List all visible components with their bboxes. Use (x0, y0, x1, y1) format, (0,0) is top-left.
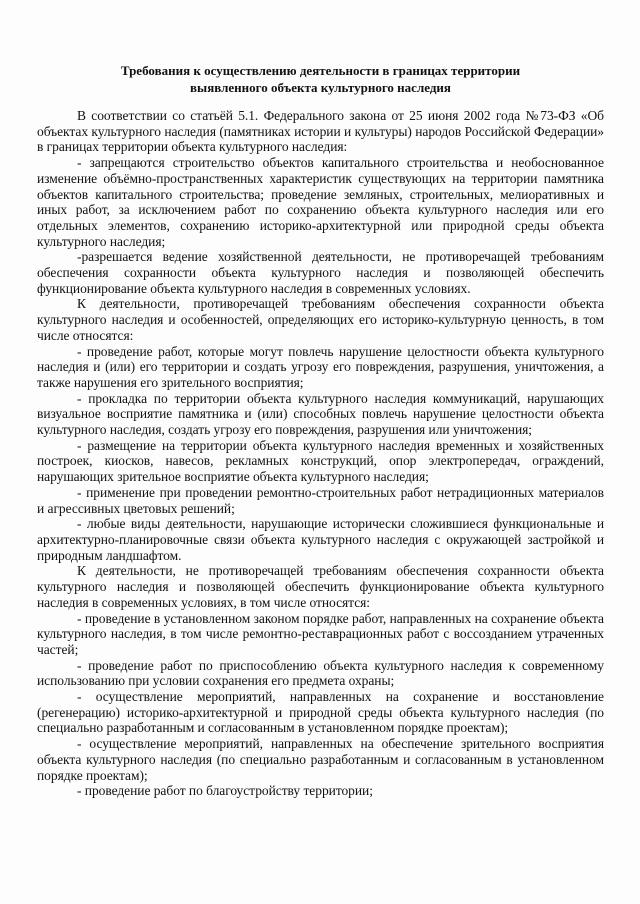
title-line-2: выявленного объекта культурного наследия (190, 80, 451, 95)
document-title (37, 62, 604, 96)
list-item: - проведение работ по благоустройству территории; (77, 783, 373, 799)
paragraph-compatible-intro: К деятельности, не противоречащей требованиям обеспечения сохранности объекта культурного наследия и позволяющей обеспечить функционирование объекта культурного наследия в современных условиях, в том числе относятся: (37, 563, 604, 610)
list-item: - проведение в установленном законом порядке работ, направленных на сохранение объекта культурного наследия, в том числе ремонтно-реставрационных работ с воссозданием утраченных частей; (37, 610, 604, 657)
list-item: - любые виды деятельности, нарушающие исторически сложившиеся функциональные и архитектурно-планировочные связи объекта культурного наследия с окружающей застройкой и природным ландшафтом. (37, 516, 604, 563)
title-line-1: Требования к осуществлению деятельности в границах территории (120, 63, 521, 78)
paragraph-allowed: -разрешается ведение хозяйственной деятельности, не противоречащей требованиям обеспечения сохранности объекта культурного наследия и позволяющей обеспечить функционирование объекта культурного наследия в современных условиях. (37, 249, 604, 296)
document-body (37, 108, 604, 799)
list-item: - проведение работ, которые могут повлечь нарушение целостности объекта культурного наследия и (или) его территории и создать угрозу его повреждения, разрушения, уничтожения, а также нарушения его зрительного восприятия; (37, 343, 604, 390)
list-item: - проведение работ по приспособлению объекта культурного наследия к современному использованию при условии сохранения его предмета охраны; (37, 657, 604, 689)
list-item: - применение при проведении ремонтно-строительных работ нетрадиционных материалов и агрессивных цветовых решений; (37, 484, 604, 516)
paragraph-intro: В соответствии со статьёй 5.1. Федерального закона от 25 июня 2002 года №73-ФЗ «Об объектах культурного наследия (памятниках истории и культуры) народов Российской Федерации» в границах территории объекта культурного наследия: (37, 108, 604, 155)
list-item: - осуществление мероприятий, направленных на сохранение и восстановление (регенерацию) историко-архитектурной и природной среды объекта культурного наследия (по специально разработанным и согласованным в установленном порядке проектам); (37, 689, 604, 736)
list-item: - размещение на территории объекта культурного наследия временных и хозяйственных построек, киосков, навесов, рекламных конструкций, опор электропередач, ограждений, нарушающих зрительное восприятие объекта культурного наследия; (37, 437, 604, 485)
list-item: - осуществление мероприятий, направленных на обеспечение зрительного восприятия объекта культурного наследия (по специально разработанным и согласованным в установленном порядке проектам); (37, 736, 604, 783)
list-item: - прокладка по территории объекта культурного наследия коммуникаций, нарушающих визуальное восприятие памятника и (или) способных повлечь нарушение целостности объекта культурного наследия, создать угрозу его повреждения, разрушения или уничтожения; (37, 390, 604, 438)
paragraph-prohibited: - запрещаются строительство объектов капитального строительства и необоснованное изменение объёмно-пространственных характеристик существующих на территории памятника объектов капитального строительства; проведение земляных, строительных, мелиоративных и иных работ, за исключением работ по сохранению объекта культурного наследия или его отдельных элементов, сохранению историко-архитектурной или природной среды объекта культурного наследия; (37, 155, 604, 249)
paragraph-contrary-intro: К деятельности, противоречащей требованиям обеспечения сохранности объекта культурного наследия и особенностей, определяющих его историко-культурную ценность, в том числе относятся: (37, 296, 604, 343)
